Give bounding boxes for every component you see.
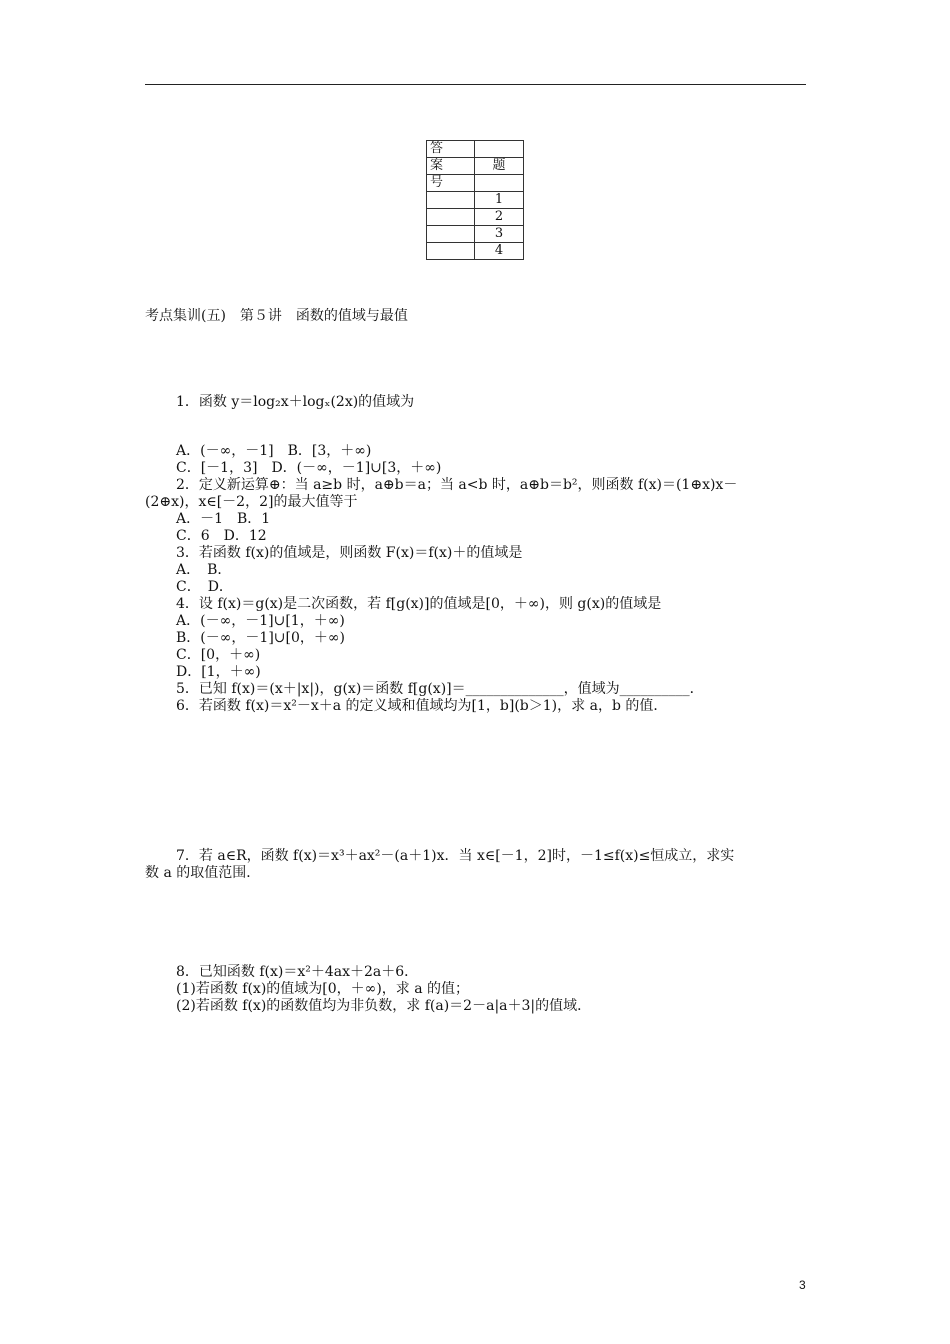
- header-rule: [145, 84, 806, 85]
- table-cell: [475, 175, 524, 192]
- option-line: A．－1 B．1: [176, 511, 271, 527]
- table-row: [427, 141, 524, 158]
- answer-table: [426, 140, 524, 260]
- table-cell: [427, 243, 475, 260]
- option-line: C．6 D．12: [176, 528, 267, 544]
- table-cell: 答: [427, 141, 475, 158]
- question-8-part-1: (1)若函数 f(x)的值域为[0，＋∞)，求 a 的值；: [176, 981, 470, 997]
- question-3: 3．若函数 f(x)的值域是，则函数 F(x)＝f(x)＋的值域是: [176, 545, 523, 561]
- option-line: B．(－∞，－1]∪[0，＋∞): [176, 630, 346, 646]
- question-1: 1．函数 y＝log₂x＋logₓ(2x)的值域为: [176, 394, 415, 410]
- table-row: [427, 209, 524, 226]
- table-cell: 3: [475, 226, 524, 243]
- section-title: 考点集训(五) 第５讲 函数的值域与最值: [145, 308, 408, 324]
- option-line: C．[0，＋∞): [176, 647, 261, 663]
- option-line: A．(－∞，－1] B．[3，＋∞): [176, 443, 372, 459]
- table-row: [427, 175, 524, 192]
- table-cell: [427, 192, 475, 209]
- option-line: C． D．: [176, 579, 233, 595]
- table-row: [427, 192, 524, 209]
- table-cell: 号: [427, 175, 475, 192]
- question-6: 6．若函数 f(x)＝x²－x＋a 的定义域和值域均为[1，b](b＞1)，求 a，b 的值．: [176, 698, 668, 714]
- table-cell: 2: [475, 209, 524, 226]
- table-cell: [427, 209, 475, 226]
- option-line: A． B．: [176, 562, 232, 578]
- question-4: 4．设 f(x)＝g(x)是二次函数，若 f[g(x)]的值域是[0，＋∞)，则 g(x)的值域是: [176, 596, 662, 612]
- question-7: 7．若 a∈R，函数 f(x)＝x³＋ax²－(a＋1)x．当 x∈[－1，2]时，－1≤f(x)≤恒成立，求实: [176, 848, 735, 864]
- question-2: 2．定义新运算⊕：当 a≥b 时，a⊕b＝a；当 a<b 时，a⊕b＝b²，则函数 f(x)＝(1⊕x)x－: [176, 477, 738, 493]
- option-line: C．[－1，3] D．(－∞，－1]∪[3，＋∞): [176, 460, 442, 476]
- table-cell: 题: [475, 158, 524, 175]
- table-row: [427, 226, 524, 243]
- option-line: D．[1，＋∞): [176, 664, 261, 680]
- table-cell: [475, 141, 524, 158]
- question-8: 8．已知函数 f(x)＝x²＋4ax＋2a＋6．: [176, 964, 419, 980]
- question-2-cont: (2⊕x)，x∈[－2，2]的最大值等于: [145, 494, 358, 510]
- table-cell: [427, 226, 475, 243]
- question-8-part-2: (2)若函数 f(x)的函数值均为非负数，求 f(a)＝2－a|a＋3|的值域．: [176, 998, 592, 1014]
- table-row: [427, 243, 524, 260]
- table-cell: 案: [427, 158, 475, 175]
- table-cell: 4: [475, 243, 524, 260]
- question-7-cont: 数 a 的取值范围．: [145, 865, 261, 881]
- question-5: 5．已知 f(x)＝(x＋|x|)，g(x)＝函数 f[g(x)]＝______________，值域为__________．: [176, 681, 704, 697]
- table-cell: 1: [475, 192, 524, 209]
- table-row: [427, 158, 524, 175]
- option-line: A．(－∞，－1]∪[1，＋∞): [176, 613, 345, 629]
- page-number: 3: [799, 1278, 806, 1292]
